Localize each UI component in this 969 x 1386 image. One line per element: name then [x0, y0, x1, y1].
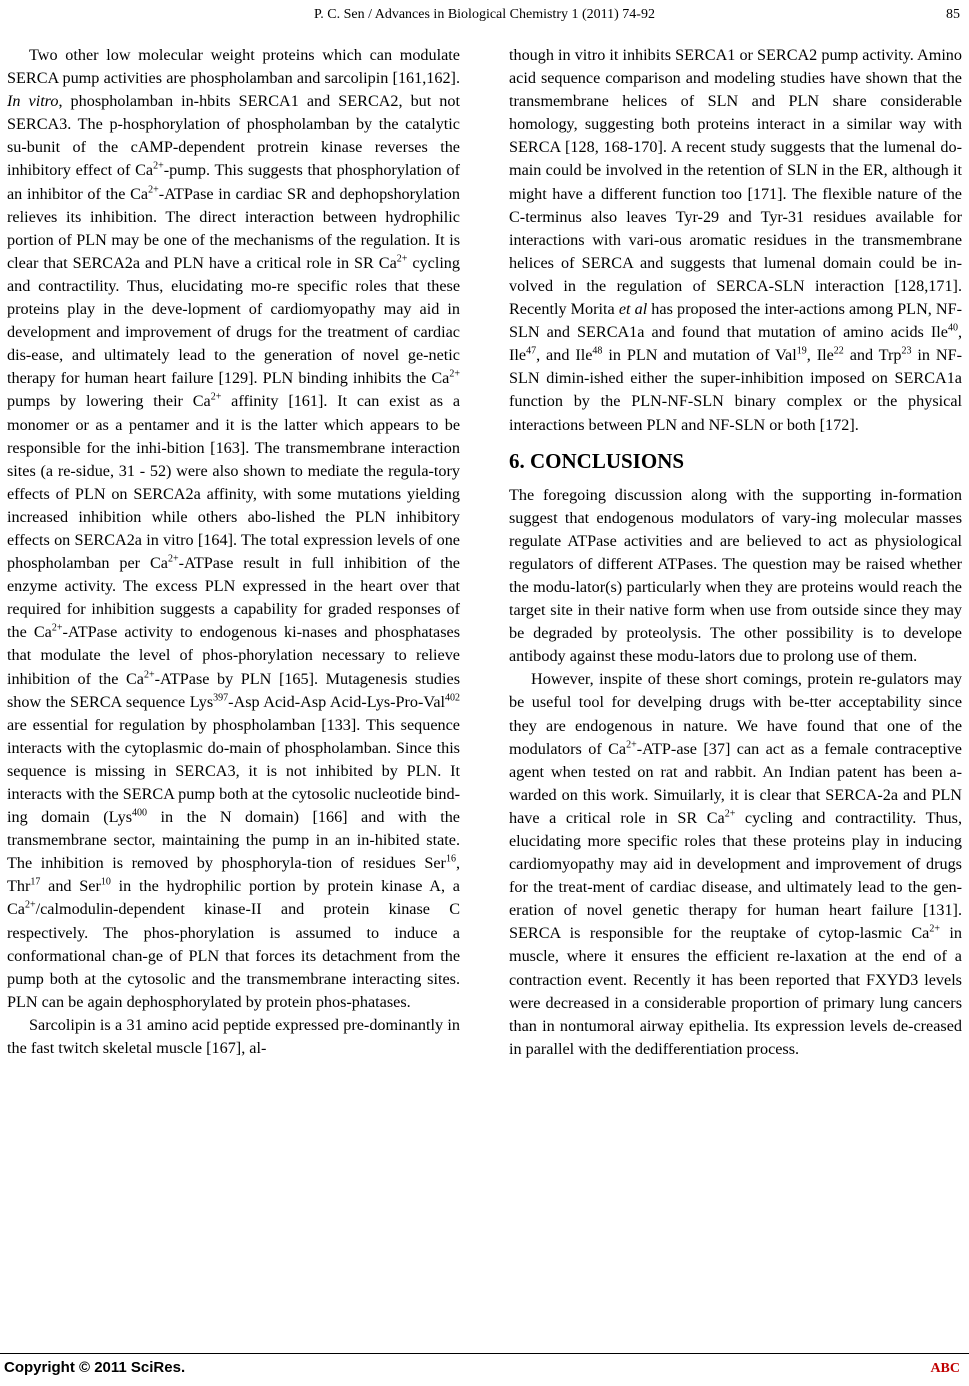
page-header — [0, 7, 969, 27]
journal-abbrev: ABC — [930, 1361, 960, 1376]
left-column — [7, 44, 460, 1060]
running-head: P. C. Sen / Advances in Biological Chemistry 1 (2011) 74-92 — [314, 7, 655, 22]
right-column — [509, 44, 962, 1061]
body-paragraph: The foregoing discussion along with the supporting in-formation suggest that endogenous modulators of vary-ing molecular masses regulate ATPase activities and are believed to act as physiological regulators of different ATPases. The question may be raised whether the modu-lator(s) particularly when they are proteins would reach the target site in their native form when use from outside since they may be degraded by proteolysis. The other possibility is to develope antibody against these modu-lators due to prolong use of them. — [509, 485, 962, 666]
section-heading: 6. CONCLUSIONS — [509, 448, 685, 473]
footer-divider — [0, 1353, 969, 1354]
body-paragraph: However, inspite of these short comings, protein re-gulators may be useful tool for develping drugs with be-tter acceptability since they are endogenous in nature. We have found that one of the modulators of $Ca^{2+}-ATP$-ase [37] can act as a female contraceptive agent when tested on rat and rabbit. An Indian patent has been a-warded on this work. Simuilarly, it is clear that SERCA-2a and PLN have a critical role in SR $Ca^{2+}$ cycling and contractility. Thus, elucidating more specific roles that these proteins play in inducing cardiomyopathy may aid in development and improvement of drugs for the treat-ment of cardiac disease, and ultimately lead to the gen-eration of novel genetic therapy for human heart failure [131]. SERCA is responsible for the reuptake of cytop-lasmic $Ca^{2+}$ in muscle, where it ensures the efficient re-laxation at the end of a contraction event. Recently it has been reported that FXYD3 levels were decreased in a considerable proportion of primary lung cancers than in nontumoral airway epithelia. Its expression levels de-creased in parallel with the dedifferentiation process. — [509, 670, 962, 1058]
body-paragraph: though in vitro it inhibits SERCA1 or SERCA2 pump activity. Amino acid sequence comparison and modeling studies have shown that the transmembrane helices of SLN and PLN share considerable homology, suggesting both proteins interact in a similar way with SERCA [128, 168-170]. A recent study suggests that the lumenal do-main could be involved in the retention of SLN in the ER, although it might have a different function too [171]. The flexible nature of the C-terminus also leaves Tyr-29 and Tyr-31 residues available for interactions with vari-ous aromatic residues in the transmembrane helices of SERCA and suggests that lumenal domain could be in-volved in the regulation of SERCA-SLN interaction [128,171]. Recently Morita et al has proposed the inter-actions among PLN, NF-SLN and SERCA1a and found that mutation of amino acids Ile$^{40}$, Ile$^{47}$, and Ile$^{48}$ in PLN and mutation of Val$^{19}$, Ile$^{22}$ and Trp$^{23}$ in NF-SLN dimin-ished either the super-inhibition imposed on SERCA1a function by the PLN-NF-SLN binary complex or the physical interactions between PLN and NF-SLN or both [172]. — [509, 46, 962, 434]
body-paragraph: Two other low molecular weight proteins which can modulate SERCA pump activities are phospholamban and sarcolipin [161,162]. In vitro, phospholamban in-hbits SERCA1 and SERCA2, but not SERCA3. The p-hosphorylation of phospholamban by the catalytic su-bunit of the cAMP-dependent protrein kinase reverses the inhibitory effect of $Ca^{2+}$-pump. This suggests that phosphorylation of an inhibitor of the $Ca^{2+}$-ATPase in cardiac SR and dephopshorylation relieves its inhibition. The direct interaction between hydrophilic portion of PLN may be one of the mechanisms of the regulation. It is clear that SERCA2a and PLN have a critical role in SR $Ca^{2+}$ cycling and contractility. Thus, elucidating mo-re specific roles that these proteins play in the deve-lopment of cardiomyopathy may aid in development and improvement of drugs for the treatment of cardiac dis-ease, and ultimately lead to the generation of novel ge-netic therapy for human heart failure [129]. PLN binding inhibits the $Ca^{2+}$ pumps by lowering their $Ca^{2+}$ affinity [161]. It can exist as a monomer or as a pentamer and it is the latter which appears to be responsible for the inhi-bition [163]. The transmembrane interaction sites (a re-sidue, 31 - 52) were also shown to mediate the regula-tory effects of PLN on SERCA2a affinity, with some mutations yielding increased inhibition while others abo-lished the PLN inhibitory effects on SERCA2a in vitro [164]. The total expression levels of one phospholamban per $Ca^{2+}$-ATPase result in full inhibition of the enzyme activity. The excess PLN expressed in the heart over that required for inhibition suggests a capability for graded responses of the $Ca^{2+}$-ATPase activity to endogenous ki-nases and phosphatases that modulate the level of phos-phorylation necessary to relieve inhibition of the $Ca^{2+}$-ATPase by PLN [165]. Mutagenesis studies show the SERCA sequence Lys$^{397}$-Asp Acid-Asp Acid-Lys-Pro-Val$^{402}$ are essential for regulation by phospholamban [133]. This sequence interacts with the cytoplasmic do-main of phospholamban. Since this sequence is missing in SERCA3, it is not inhibited by PLN. It interacts with the SERCA pump both at the cytosolic nucleotide bind-ing domain (Lys$^{400}$ in the N domain) [166] and with the transmembrane sector, maintaining the pump in an in-hibited state. The inhibition is removed by phosphoryla-tion of residues Ser$^{16}$, Thr$^{17}$ and Ser$^{10}$ in the hydrophilic portion by protein kinase A, a $Ca^{2+}/calmodulin$-dependent kinase-II and protein kinase C respectively. The phos-phorylation is assumed to induce a conformational chan-ge of PLN that forces its detachment from the pump both at the cytosolic and the transmembrane interacting sites. PLN can be again dephosphorylated by protein phos-phatases. — [7, 46, 461, 1011]
copyright-notice: Copyright © 2011 SciRes. — [4, 1359, 186, 1376]
body-paragraph: Sarcolipin is a 31 amino acid peptide expressed pre-dominantly in the fast twitch skeletal muscle [167], al- — [7, 1015, 460, 1058]
page-number: 85 — [946, 7, 960, 22]
